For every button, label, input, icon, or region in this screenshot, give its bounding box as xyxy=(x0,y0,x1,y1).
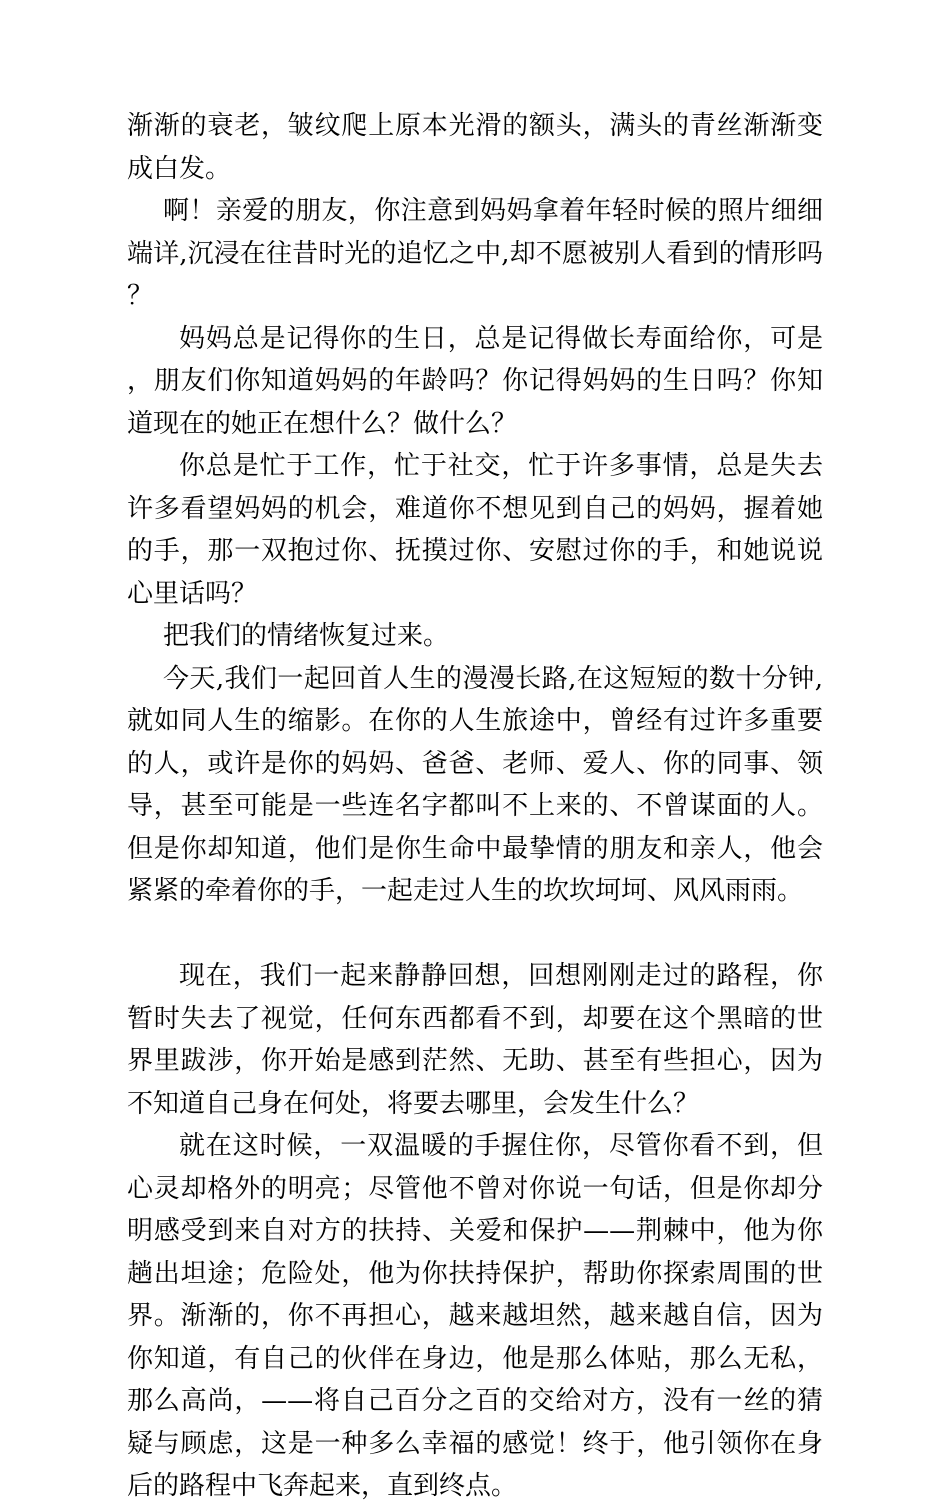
paragraph-3: 妈妈总是记得你的生日，总是记得做长寿面给你，可是，朋友们你知道妈妈的年龄吗？你记得妈妈的生日吗？你知道现在的她正在想什么？做什么？ xyxy=(127,323,823,439)
paragraph-1: 渐渐的衰老，皱纹爬上原本光滑的额头，满头的青丝渐渐变成白发。 xyxy=(127,111,823,184)
document-body xyxy=(127,105,823,1508)
paragraph-2: 啊！亲爱的朋友，你注意到妈妈拿着年轻时候的照片细细端详,沉浸在往昔时光的追忆之中,却不愿被别人看到的情形吗？ xyxy=(127,196,823,311)
blank-line xyxy=(127,913,823,956)
paragraph-6: 今天,我们一起回首人生的漫漫长路,在这短短的数十分钟,就如同人生的缩影。在你的人生旅途中，曾经有过许多重要的人，或许是你的妈妈、爸爸、老师、爱人、你的同事、领导，甚至可能是一些连名字都叫不上来的、不曾谋面的人。但是你却知道，他们是你生命中最挚情的朋友和亲人，他会紧紧的牵着你的手，一起走过人生的坎坎坷坷、风风雨雨。 xyxy=(127,663,823,906)
paragraph-7: 现在，我们一起来静静回想，回想刚刚走过的路程，你暂时失去了视觉，任何东西都看不到，却要在这个黑暗的世界里跋涉，你开始是感到茫然、无助、甚至有些担心，因为不知道自己身在何处，将要去哪里，会发生什么？ xyxy=(127,961,823,1119)
paragraph-4: 你总是忙于工作，忙于社交，忙于许多事情，总是失去许多看望妈妈的机会，难道你不想见到自己的妈妈，握着她的手，那一双抱过你、抚摸过你、安慰过你的手，和她说说心里话吗？ xyxy=(127,451,823,609)
paragraph-8: 就在这时候，一双温暖的手握住你，尽管你看不到，但心灵却格外的明亮；尽管他不曾对你说一句话，但是你却分明感受到来自对方的扶持、关爱和保护——荆棘中，他为你趟出坦途；危险处，他为你扶持保护，帮助你探索周围的世界。渐渐的，你不再担心，越来越坦然，越来越自信，因为你知道，有自己的伙伴在身边，他是那么体贴，那么无私，那么高尚，——将自己百分之百的交给对方，没有一丝的猜疑与顾虑，这是一种多么幸福的感觉！终于，他引领你在身后的路程中飞奔起来，直到终点。 xyxy=(127,1131,823,1501)
paragraph-5: 把我们的情绪恢复过来。 xyxy=(163,621,450,651)
